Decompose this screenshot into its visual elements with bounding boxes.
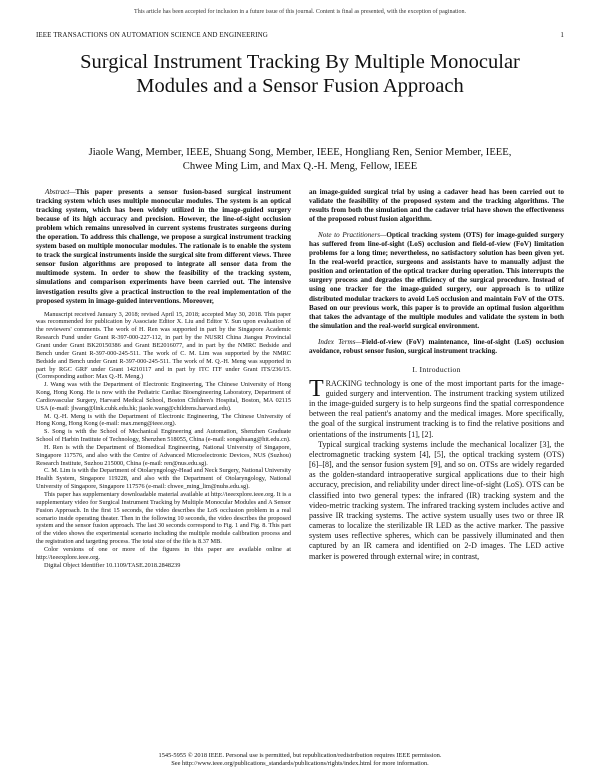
author-list [40, 146, 560, 174]
note-text: Optical tracking system (OTS) for image-guided surgery has suffered from line-of-sight (LoS) occlusion and field-of-view (FoV) limitation problems for a long time; nevertheless, no satisfactory solution has been given yet. In the real-world practice, surgeons and assistants have to manually adjust the position and orientation of the optical tracker during operation. This interrupts the surgery process and degrades the efficiency of the surgical procedure. Instead of using one tracker for the image-guided surgery, our approach is to utilize distributed modular trackers to avoid LoS occlusion and maintain FoV of the OTS. Based on our previous work, this paper is to provide an optimal fusion algorithm that takes the advantage of the multiple modules and validate the system in both the simulation and the real-world surgical environment. [309, 231, 564, 330]
note-label: Note to Practitioners— [318, 231, 387, 240]
page-number: 1 [560, 31, 564, 39]
abstract-label: Abstract— [45, 188, 76, 196]
note-to-practitioners [309, 231, 564, 331]
journal-name: IEEE TRANSACTIONS ON AUTOMATION SCIENCE AND ENGINEERING [36, 31, 268, 39]
index-terms-text: Field-of-view (FoV) maintenance, line-of-sight (LoS) occlusion avoidance, robust sensor fusion, surgical instrument tracking. [309, 337, 564, 355]
footnote-lim: C. M. Lim is with the Department of Otolaryngology-Head and Neck Surgery, National University Health System, Singapore 119228, and also with the Department of Otolaryngology, National University of Singapore, Singapore 117576 (e-mail: chwee_ming_lim@nuhs.edu.sg). [36, 467, 291, 491]
footnote-meng: M. Q.-H. Meng is with the Department of Electronic Engineering, The Chinese University of Hong Kong, Hong Kong (e-mail: max.meng@ieee.org). [36, 412, 291, 428]
paper-title: Surgical Instrument Tracking By Multiple Monocular Modules and a Sensor Fusion Approach [80, 51, 520, 97]
abstract-text: This paper presents a sensor fusion-based surgical instrument tracking system which uses multiple monocular modules. The system is an optical tracking system, which has been widely utilized in the image-guided surgery because of its high accuracy and precision. However, the line-of-sight occlusion problem which remains unresolved in current systems frustrates surgeons during the operation. To address this challenge, we propose a surgical instrument tracking system based on multiple monocular modules. The rationale is to enable the system to track the surgical instruments inside the surgical site from different views. Three sensor fusion algorithms are proposed to integrate all sensor data from the multimode system. In order to show the feasibility of the tracking system, simulations and comparison experiments have been carried out. The intensive investigation results give a practical instruction to the real implementation of the proposed system in image-guided interventions. Moreover, [36, 188, 291, 305]
footnotes [36, 311, 291, 570]
introduction-heading: I. Introduction [412, 364, 461, 374]
footnote-song: S. Song is with the School of Mechanical Engineering and Automation, Shenzhen Graduate School of Harbin Institute of Technology, Shenzhen 518055, China (e-mail: songshuang@hit.edu.cn). [36, 428, 291, 444]
footnote-manuscript: Manuscript received January 3, 2018; revised April 15, 2018; accepted May 30, 2018. This paper was recommended for publication by Associate Editor X. Liu and Editor Y. Sun upon evaluation of the reviewers' comments. The work of H. Ren was supported in part by the Singapore Academic Research Fund under Grant R-397-000-227-112, in part by the NUSRI China Jiangsu Provincial Grant under Grant BK20150386 and Grant BE2016077, and in part by the NMRC Bedside and Bench under Grant R-397-000-245-511. The work of C. M. Lim was supported by the NMRC Bedside and Bench under Grant R-397-000-245-511. The work of M. Q.-H. Meng was supported in part by RGC GRF under Grant 14210117 and in part by ITC ITF under Grant ITS/236/15. (Corresponding author: Max Q.-H. Meng.) [36, 310, 291, 381]
abstract [36, 188, 291, 306]
index-terms [309, 338, 564, 356]
intro-paragraph-2: Typical surgical tracking systems include the mechanical localizer [3], the electromagnetic tracking system [4], [5], the optical tracking system (OTS) [6]–[8], and the sensor fusion system [9], and so on. OTSs are widely regarded as the golden-standard intraoperative surgical applications due to their high accuracy, precision, and reliability under direct line-of-sight (LoS). OTS can be classified into two general types: the infrared (IR) tracking system and the video-metric tracking system. The infrared tracking system includes active and passive IR tracking systems. The active system usually uses two or three IR cameras to localize the sterilizable IR LED as the active marker. The passive system uses reflective spheres, which can be passively illuminated and then captured by an IR camera and identified on 2-D images. The LED active marker is powered through external wire; in contrast, [309, 439, 564, 561]
intro-paragraph-1 [309, 375, 564, 440]
intro-paragraph-1-text: RACKING technology is one of the most important parts for the image-guided surgery and intervention. The instrument tracking system utilized in the image-guided surgery is to help surgeons find the spatial correspondence between the real patient's anatomy and the medical images. More specifically, the goal of the surgical instrument tracking is to find the relative positions and orientations of the instruments [1], [2]. [309, 378, 564, 439]
drop-cap: T [309, 375, 324, 402]
footnote-supplementary: This paper has supplementary downloadable material available at http://ieeexplore.ieee.org. It is a supplementary video for Surgical Instrument Tracking by Multiple Monocular Modules and A Sensor Fusion Approach. In the first 15 seconds, the video describes the LoS occlusion problem in a real scenario inside operating theater. Then in the following 10 seconds, the video describes the proposed system and the sensor fusion approach. The last 30 seconds correspond to Fig. 1 and Fig. 8. This part of the video shows the experimental scenario including the multiple module calibration process and the registration and targeting process. The total size of the file is 8.37 MB. [36, 491, 291, 546]
footnote-wang: J. Wang was with the Department of Electronic Engineering, The Chinese University of Hong Kong, Hong Kong. He is now with the Pediatric Cardiac Bioengineering Laboratory, Department of Cardiovascular Surgery, Harvard Medical School, Boston Children's Hospital, Boston, MA 02115 USA (e-mail: jlwang@link.cuhk.edu.hk; jiaole.wang@childrens.harvard.edu). [36, 381, 291, 412]
author-line-2: Chwee Ming Lim, and Max Q.-H. Meng, Fellow, IEEE [182, 161, 418, 172]
right-column [309, 188, 564, 562]
footnote-ren: H. Ren is with the Department of Biomedical Engineering, National University of Singapore, Singapore 117576, and also with the Centre of Advanced Microelectronic Devices, NUS (Suzhou) Research Institute, Suzhou 215000, China (e-mail: ren@nus.edu.sg). [36, 443, 291, 467]
copyright-line: 1545-5955 © 2018 IEEE. Personal use is permitted, but republication/redistribution requires IEEE permission. [158, 752, 442, 759]
rights-link-line: See http://www.ieee.org/publications_standards/publications/rights/index.html for more information. [171, 760, 429, 767]
index-terms-label: Index Terms— [318, 337, 362, 346]
copyright-footer [0, 752, 600, 768]
introduction-body [309, 375, 564, 562]
footnote-doi: Digital Object Identifier 10.1109/TASE.2018.2848239 [44, 561, 181, 569]
author-line-1: Jiaole Wang, Member, IEEE, Shuang Song, Member, IEEE, Hongliang Ren, Senior Member, IEEE, [88, 147, 512, 158]
abstract-continued: an image-guided surgical trial by using a cadaver head has been carried out to validate the feasibility of the proposed system and the tracking algorithms. The results from both the simulation and the cadaver trial have shown the effectiveness of the proposed robust fusion algorithm. [309, 188, 564, 224]
running-head [36, 31, 564, 39]
left-column [36, 188, 291, 569]
footnote-color: Color versions of one or more of the figures in this paper are available online at http://ieeexplore.ieee.org. [36, 545, 291, 561]
acceptance-notice: This article has been accepted for inclusion in a future issue of this journal. Content is final as presented, with the exception of pagination. [134, 9, 466, 15]
